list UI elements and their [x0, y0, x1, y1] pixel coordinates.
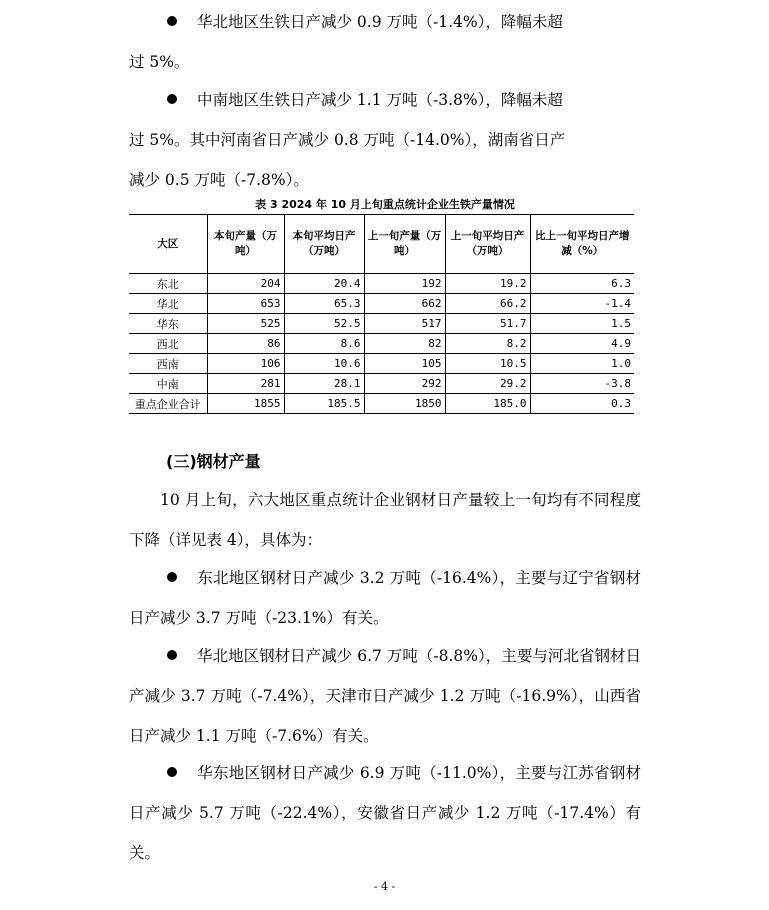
cell-value: 106 [207, 354, 284, 374]
cell-value: 525 [207, 314, 284, 334]
cell-value: -3.8 [530, 374, 634, 394]
cell-value: 8.2 [445, 334, 530, 354]
paragraph-central-south-iron [129, 80, 641, 200]
table-row [129, 334, 634, 354]
paragraph-line: 过 5%。其中河南省日产减少 0.8 万吨（-14.0%），湖南省日产 [129, 131, 566, 149]
table-row [129, 374, 634, 394]
cell-value: 517 [364, 314, 445, 334]
table-row [129, 314, 634, 334]
cell-value: 204 [207, 274, 284, 294]
cell-value: 19.2 [445, 274, 530, 294]
bullet-northeast-steel [129, 558, 641, 638]
bullet-icon [167, 94, 177, 104]
cell-region: 西南 [129, 354, 207, 374]
page-number: - 4 - [373, 880, 396, 893]
table-header-row [129, 215, 634, 274]
table-row [129, 294, 634, 314]
cell-region: 华东 [129, 314, 207, 334]
cell-value: 1.0 [530, 354, 634, 374]
header-current-output: 本旬产量（万吨） [207, 215, 284, 274]
cell-value: 185.0 [445, 394, 530, 414]
section-heading: (三)钢材产量 [166, 452, 261, 471]
cell-value: 20.4 [284, 274, 364, 294]
paragraph-line: 中南地区生铁日产减少 1.1 万吨（-3.8%），降幅未超 [197, 91, 563, 109]
cell-value: 10.5 [445, 354, 530, 374]
bullet-icon [167, 650, 177, 660]
cell-region: 中南 [129, 374, 207, 394]
cell-region: 西北 [129, 334, 207, 354]
header-region: 大区 [129, 215, 207, 274]
header-previous-output: 上一旬产量（万吨） [364, 215, 445, 274]
cell-region: 重点企业合计 [129, 394, 207, 414]
cell-value: 28.1 [284, 374, 364, 394]
table-caption: 表 3 2024 年 10 月上旬重点统计企业生铁产量情况 [255, 198, 515, 211]
cell-value: 281 [207, 374, 284, 394]
cell-value: 52.5 [284, 314, 364, 334]
cell-value: -1.4 [530, 294, 634, 314]
cell-region: 东北 [129, 274, 207, 294]
cell-value: 65.3 [284, 294, 364, 314]
bullet-text: 华东地区钢材日产减少 6.9 万吨（-11.0%），主要与江苏省钢材日产减少 5.7 万吨（-22.4%），安徽省日产减少 1.2 万吨（-17.4%）有关。 [129, 764, 641, 862]
cell-value: 292 [364, 374, 445, 394]
bullet-text: 东北地区钢材日产减少 3.2 万吨（-16.4%），主要与辽宁省钢材日产减少 3.7 万吨（-23.1%）有关。 [129, 569, 641, 627]
paragraph-line: 过 5%。 [129, 53, 190, 71]
section-intro: 10 月上旬，六大地区重点统计企业钢材日产量较上一旬均有不同程度下降（详见表 4），具体为： [129, 491, 641, 549]
bullet-text: 华北地区钢材日产减少 6.7 万吨（-8.8%），主要与河北省钢材日产减少 3.7 万吨（-7.4%），天津市日产减少 1.2 万吨（-16.9%），山西省日产减少 1.1 万吨（-7.6%）有关。 [129, 647, 641, 745]
cell-value: 8.6 [284, 334, 364, 354]
cell-value: 66.2 [445, 294, 530, 314]
bullet-icon [167, 16, 177, 26]
cell-value: 0.3 [530, 394, 634, 414]
bullet-icon [167, 767, 177, 777]
cell-value: 105 [364, 354, 445, 374]
bullet-east-china-steel [129, 753, 641, 873]
header-current-daily: 本旬平均日产（万吨） [284, 215, 364, 274]
cell-value: 4.9 [530, 334, 634, 354]
cell-value: 662 [364, 294, 445, 314]
cell-region: 华北 [129, 294, 207, 314]
bullet-north-china-steel [129, 636, 641, 756]
cell-value: 86 [207, 334, 284, 354]
cell-value: 6.3 [530, 274, 634, 294]
cell-value: 10.6 [284, 354, 364, 374]
cell-value: 29.2 [445, 374, 530, 394]
header-previous-daily: 上一旬平均日产（万吨） [445, 215, 530, 274]
table-row [129, 354, 634, 374]
header-change-pct: 比上一旬平均日产增减（%） [530, 215, 634, 274]
table-row-total [129, 394, 634, 414]
pig-iron-table [129, 214, 634, 414]
cell-value: 192 [364, 274, 445, 294]
paragraph-line: 减少 0.5 万吨（-7.8%）。 [129, 171, 309, 189]
cell-value: 1.5 [530, 314, 634, 334]
paragraph-north-china-iron [129, 2, 641, 82]
cell-value: 1850 [364, 394, 445, 414]
cell-value: 1855 [207, 394, 284, 414]
paragraph-line: 华北地区生铁日产减少 0.9 万吨（-1.4%），降幅未超 [197, 13, 563, 31]
table-row [129, 274, 634, 294]
cell-value: 185.5 [284, 394, 364, 414]
cell-value: 653 [207, 294, 284, 314]
bullet-icon [167, 572, 177, 582]
cell-value: 51.7 [445, 314, 530, 334]
cell-value: 82 [364, 334, 445, 354]
